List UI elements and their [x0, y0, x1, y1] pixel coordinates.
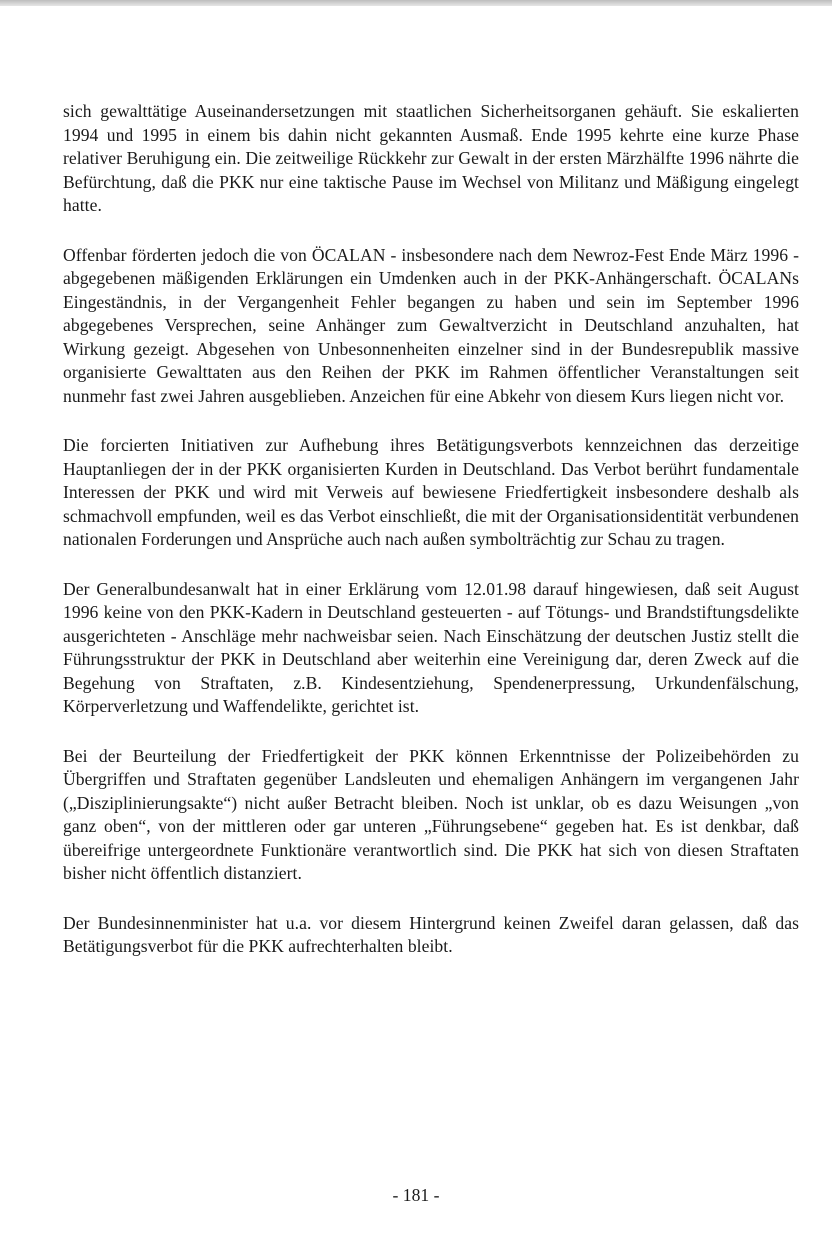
- document-body: [63, 100, 799, 959]
- paragraph-4: Der Generalbundesanwalt hat in einer Erklärung vom 12.01.98 darauf hingewiesen, daß seit August 1996 keine von den PKK-Kadern in Deutschland gesteuerten - auf Tötungs- und Brandstiftungsdelikte ausgerichteten - Anschläge mehr nachweisbar seien. Nach Einschätzung der deutschen Justiz stellt die Führungsstruktur der PKK in Deutschland aber weiterhin eine Vereinigung dar, deren Zweck auf die Begehung von Straftaten, z.B. Kindesentziehung, Spendenerpressung, Urkundenfälschung, Körperverletzung und Waffendelikte, gerichtet ist.: [63, 578, 799, 716]
- paragraph-6: Der Bundesinnenminister hat u.a. vor diesem Hintergrund keinen Zweifel daran gelassen, daß das Betätigungsverbot für die PKK aufrechterhalten bleibt.: [63, 912, 799, 956]
- page-number: - 181 -: [392, 1185, 440, 1205]
- paragraph-2: Offenbar förderten jedoch die von ÖCALAN - insbesondere nach dem Newroz-Fest Ende März 1996 - abgegebenen mäßigenden Erklärungen ein Umdenken auch in der PKK-Anhängerschaft. ÖCALANs Eingeständnis, in der Vergangenheit Fehler begangen zu haben und sein im September 1996 abgegebenes Versprechen, seine Anhänger zum Gewaltverzicht in Deutschland anzuhalten, hat Wirkung gezeigt. Abgesehen von Unbesonnenheiten einzelner sind in der Bundesrepublik massive organisierte Gewalttaten aus den Reihen der PKK im Rahmen öffentlicher Veranstaltungen seit nunmehr fast zwei Jahren ausgeblieben. Anzeichen für eine Abkehr von diesem Kurs liegen nicht vor.: [63, 244, 799, 406]
- paragraph-3: Die forcierten Initiativen zur Aufhebung ihres Betätigungsverbots kennzeichnen das derzeitige Hauptanliegen der in der PKK organisierten Kurden in Deutschland. Das Verbot berührt fundamentale Interessen der PKK und wird mit Verweis auf bewiesene Friedfertigkeit insbesondere deshalb als schmachvoll empfunden, weil es das Verbot einschließt, die mit der Organisationsidentität verbundenen nationalen Forderungen und Ansprüche auch nach außen symbolträchtig zur Schau zu tragen.: [63, 435, 799, 549]
- paragraph-5: Bei der Beurteilung der Friedfertigkeit der PKK können Erkenntnisse der Polizeibehörden zu Übergriffen und Straftaten gegenüber Landsleuten und ehemaligen Anhängern im vergangenen Jahr („Disziplinierungsakte“) nicht außer Betracht bleiben. Noch ist unklar, ob es dazu Weisungen „von ganz oben“, von der mittleren oder gar unteren „Führungsebene“ gegeben hat. Es ist denkbar, daß übereifrige untergeordnete Funktionäre verantwortlich sind. Die PKK hat sich von diesen Straftaten bisher nicht öffentlich distanziert.: [63, 745, 799, 883]
- paragraph-1: sich gewalttätige Auseinandersetzungen mit staatlichen Sicherheitsorganen gehäuft. Sie eskalierten 1994 und 1995 in einem bis dahin nicht gekannten Ausmaß. Ende 1995 kehrte eine kurze Phase relativer Beruhigung ein. Die zeitweilige Rückkehr zur Gewalt in der ersten Märzhälfte 1996 nährte die Befürchtung, daß die PKK nur eine taktische Pause im Wechsel von Militanz und Mäßigung eingelegt hatte.: [63, 101, 799, 215]
- page-top-edge: [0, 0, 832, 6]
